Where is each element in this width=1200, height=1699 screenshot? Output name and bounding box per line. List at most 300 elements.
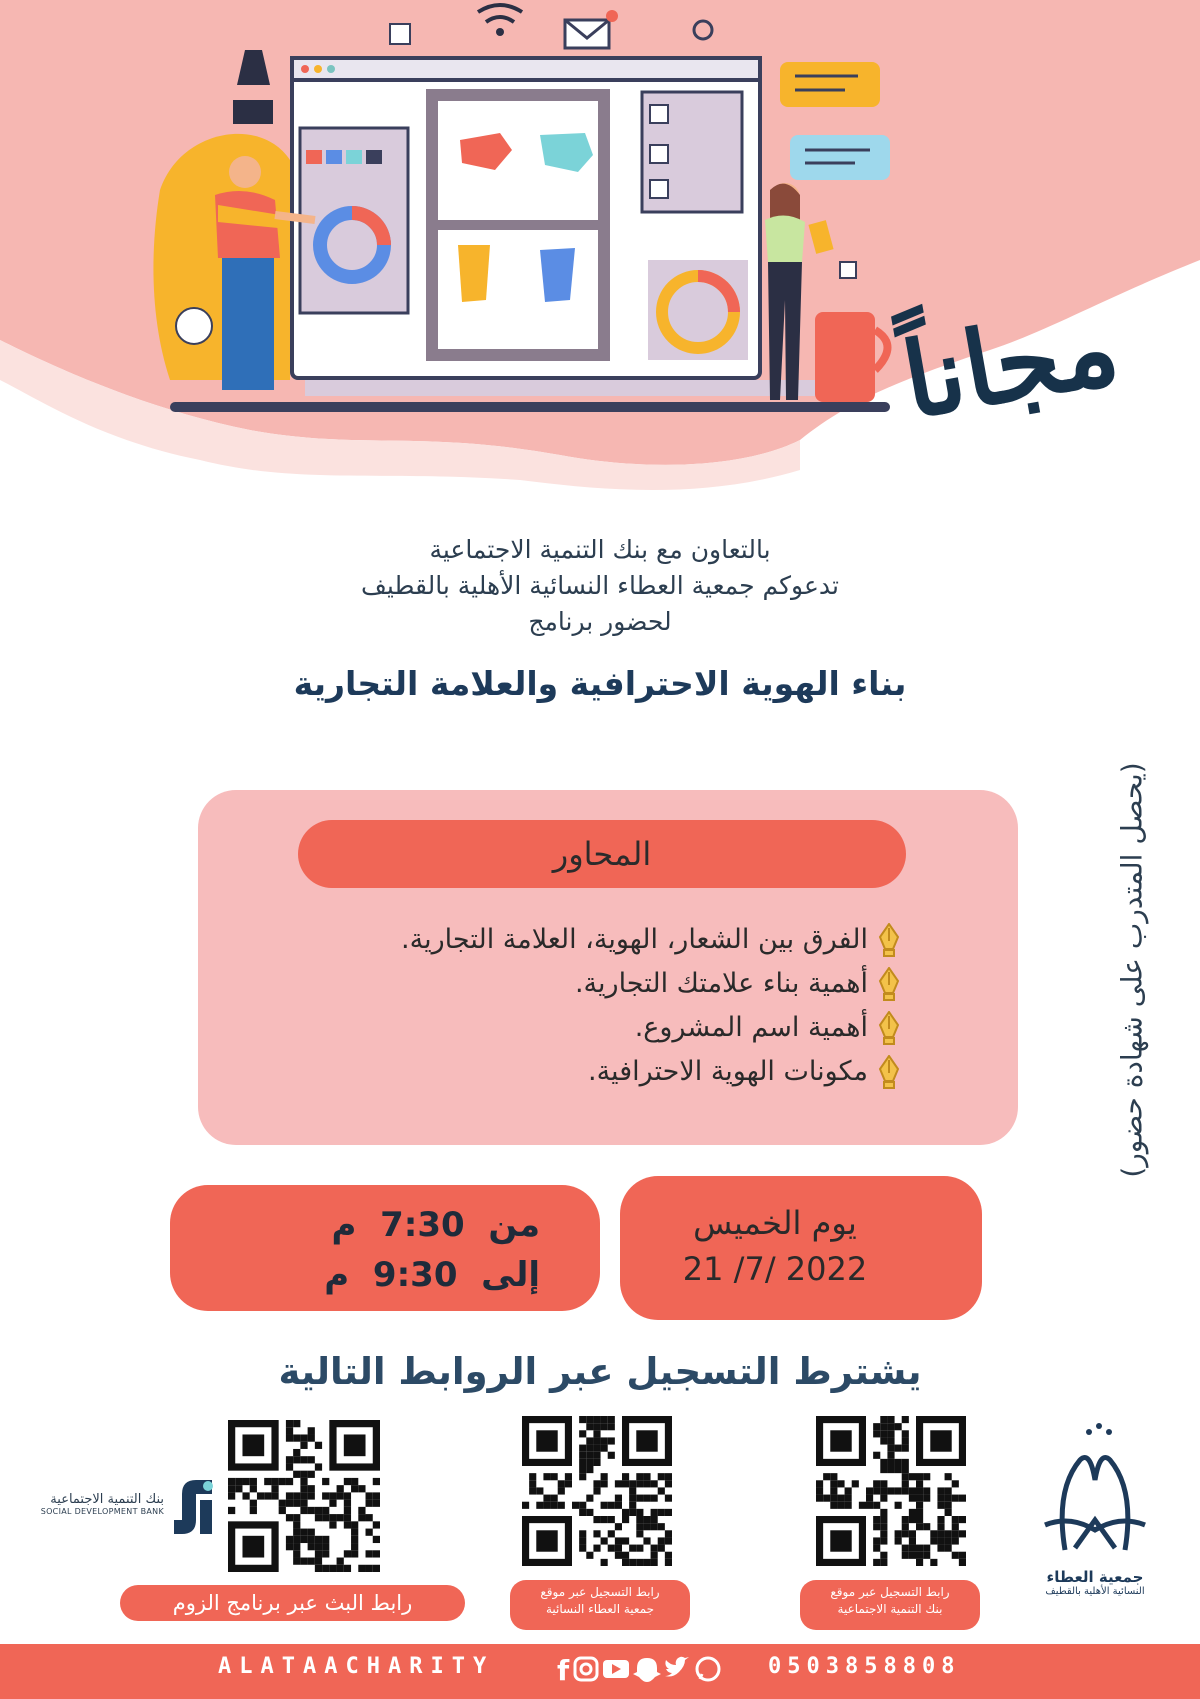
qr-module <box>286 1434 293 1441</box>
qr-module <box>643 1523 650 1530</box>
qr-module <box>945 1509 952 1516</box>
qr-module <box>344 1478 351 1485</box>
qr-module <box>923 1495 930 1502</box>
to-label: إلى <box>481 1255 540 1295</box>
qr-module <box>601 1480 608 1487</box>
qr-module <box>866 1502 873 1509</box>
qr-module <box>286 1492 293 1499</box>
qr-module <box>593 1416 600 1423</box>
qr-module <box>286 1514 293 1521</box>
qr-module <box>823 1473 830 1480</box>
qr-module <box>823 1495 830 1502</box>
qr-module <box>909 1537 916 1544</box>
qr-module <box>873 1559 880 1566</box>
qr-module <box>322 1550 329 1557</box>
qr-module <box>300 1471 307 1478</box>
qr-module <box>880 1523 887 1530</box>
qr-module <box>329 1514 336 1521</box>
qr-module <box>315 1543 322 1550</box>
certificate-note <box>1112 700 1152 1240</box>
qr-module <box>629 1487 636 1494</box>
qr-module <box>228 1492 235 1499</box>
pen-nib-icon <box>878 1055 900 1089</box>
qr-module <box>902 1552 909 1559</box>
qr-module <box>615 1480 622 1487</box>
qr-module <box>308 1558 315 1565</box>
sdb-link-line2: بنك التنمية الاجتماعية <box>837 1602 943 1616</box>
qr-module <box>945 1537 952 1544</box>
twitter-icon[interactable] <box>665 1657 689 1677</box>
qr-module <box>593 1437 600 1444</box>
qr-module <box>579 1530 586 1537</box>
phone-number[interactable]: 0503858808 <box>768 1654 961 1679</box>
qr-module <box>558 1502 565 1509</box>
qr-module <box>873 1423 880 1430</box>
qr-module <box>830 1495 837 1502</box>
qr-module <box>308 1485 315 1492</box>
qr-module <box>366 1492 373 1499</box>
qr-module <box>909 1552 916 1559</box>
qr-module <box>880 1466 887 1473</box>
sdb-logo-english: SOCIAL DEVELOPMENT BANK <box>40 1507 164 1516</box>
qr-module <box>529 1480 536 1487</box>
certificate-note-text: (يحصل المتدرب على شهادة حضور) <box>1115 762 1149 1178</box>
qr-module <box>300 1434 307 1441</box>
qr-module <box>579 1430 586 1437</box>
qr-module <box>586 1495 593 1502</box>
qr-module <box>308 1536 315 1543</box>
qr-module <box>665 1537 672 1544</box>
qr-module <box>373 1478 380 1485</box>
list-item <box>280 918 900 962</box>
qr-module <box>916 1495 923 1502</box>
qr-module <box>358 1507 365 1514</box>
qr-module <box>945 1473 952 1480</box>
qr-module <box>373 1565 380 1572</box>
qr-module <box>337 1485 344 1492</box>
qr-module <box>615 1502 622 1509</box>
qr-module <box>629 1509 636 1516</box>
qr-module <box>300 1478 307 1485</box>
qr-module <box>873 1430 880 1437</box>
qr-module <box>373 1492 380 1499</box>
qr-module <box>293 1471 300 1478</box>
qr-module <box>909 1509 916 1516</box>
qr-module <box>536 1502 543 1509</box>
qr-module <box>315 1550 322 1557</box>
sdb-link-line1: رابط التسجيل عبر موقع <box>830 1585 950 1599</box>
qr-module <box>622 1552 629 1559</box>
qr-module <box>937 1495 944 1502</box>
svg-text:مجاناً: مجاناً <box>893 284 1128 443</box>
qr-module <box>593 1530 600 1537</box>
list-item <box>280 1050 900 1094</box>
qr-module <box>895 1466 902 1473</box>
axes-header: المحاور <box>298 820 906 888</box>
qr-module <box>293 1543 300 1550</box>
qr-module <box>665 1509 672 1516</box>
qr-module <box>909 1495 916 1502</box>
qr-module <box>586 1445 593 1452</box>
qr-module <box>322 1478 329 1485</box>
qr-module <box>351 1543 358 1550</box>
qr-module <box>636 1559 643 1566</box>
qr-module <box>250 1485 257 1492</box>
qr-module <box>337 1492 344 1499</box>
snapchat-icon[interactable] <box>633 1658 661 1682</box>
qr-module <box>579 1445 586 1452</box>
qr-module <box>235 1478 242 1485</box>
qr-module <box>551 1502 558 1509</box>
time-from <box>300 1200 540 1250</box>
qr-module <box>916 1509 923 1516</box>
qr-module <box>608 1545 615 1552</box>
qr-module <box>593 1445 600 1452</box>
qr-module <box>923 1487 930 1494</box>
qr-module <box>551 1473 558 1480</box>
qr-module <box>952 1523 959 1530</box>
qr-module <box>593 1459 600 1466</box>
qr-module <box>880 1516 887 1523</box>
qr-module <box>866 1495 873 1502</box>
qr-module <box>923 1473 930 1480</box>
qr-module <box>830 1473 837 1480</box>
qr-module <box>551 1495 558 1502</box>
qr-module <box>593 1487 600 1494</box>
qr-module <box>615 1552 622 1559</box>
qr-module <box>228 1478 235 1485</box>
qr-module <box>601 1559 608 1566</box>
qr-module <box>286 1420 293 1427</box>
qr-module <box>279 1478 286 1485</box>
qr-module <box>586 1452 593 1459</box>
qr-module <box>880 1530 887 1537</box>
qr-module <box>565 1480 572 1487</box>
qr-module <box>586 1552 593 1559</box>
qr-module <box>235 1485 242 1492</box>
qr-module <box>866 1487 873 1494</box>
qr-module <box>880 1423 887 1430</box>
qr-module <box>873 1545 880 1552</box>
qr-module <box>593 1516 600 1523</box>
qr-module <box>300 1456 307 1463</box>
qr-module <box>344 1565 351 1572</box>
facebook-icon[interactable] <box>557 1654 570 1686</box>
qr-module <box>880 1459 887 1466</box>
qr-module <box>902 1459 909 1466</box>
qr-module <box>880 1495 887 1502</box>
qr-module <box>286 1478 293 1485</box>
qr-module <box>873 1502 880 1509</box>
qr-module <box>593 1423 600 1430</box>
qr-module <box>643 1473 650 1480</box>
qr-module <box>916 1545 923 1552</box>
qr-module <box>315 1565 322 1572</box>
qr-module <box>952 1530 959 1537</box>
qr-module <box>651 1480 658 1487</box>
qr-module <box>658 1473 665 1480</box>
qr-module <box>344 1500 351 1507</box>
qr-module <box>887 1459 894 1466</box>
qr-module <box>665 1552 672 1559</box>
qr-module <box>873 1516 880 1523</box>
qr-module <box>322 1565 329 1572</box>
qr-module <box>837 1495 844 1502</box>
zoom-link-label[interactable]: رابط البث عبر برنامج الزوم <box>120 1585 465 1621</box>
qr-module <box>593 1430 600 1437</box>
zoom-qr-code[interactable] <box>228 1420 380 1572</box>
qr-module <box>373 1500 380 1507</box>
whatsapp-icon[interactable] <box>697 1658 719 1680</box>
qr-module <box>344 1521 351 1528</box>
qr-module <box>937 1516 944 1523</box>
sdb-link-label[interactable] <box>800 1580 980 1630</box>
qr-module <box>601 1473 608 1480</box>
qr-module <box>887 1437 894 1444</box>
qr-module <box>651 1523 658 1530</box>
sdb-logo <box>20 1476 220 1546</box>
qr-module <box>579 1509 586 1516</box>
registration-title: يشترط التسجيل عبر الروابط التالية <box>278 1350 922 1393</box>
qr-module <box>930 1537 937 1544</box>
qr-module <box>586 1437 593 1444</box>
qr-module <box>909 1487 916 1494</box>
qr-module <box>880 1416 887 1423</box>
qr-module <box>271 1492 278 1499</box>
qr-module <box>293 1558 300 1565</box>
qr-module <box>351 1536 358 1543</box>
qr-module <box>916 1473 923 1480</box>
qr-module <box>902 1523 909 1530</box>
qr-module <box>945 1545 952 1552</box>
qr-module <box>286 1500 293 1507</box>
qr-module <box>601 1445 608 1452</box>
qr-module <box>636 1480 643 1487</box>
qr-module <box>250 1507 257 1514</box>
qr-module <box>373 1550 380 1557</box>
qr-module <box>293 1449 300 1456</box>
qr-module <box>315 1514 322 1521</box>
qr-module <box>859 1502 866 1509</box>
axes-list <box>280 918 900 1094</box>
qr-module <box>909 1516 916 1523</box>
qr-module <box>322 1543 329 1550</box>
qr-module <box>945 1495 952 1502</box>
qr-module <box>250 1500 257 1507</box>
to-time: 9:30 <box>372 1255 458 1295</box>
qr-module <box>308 1492 315 1499</box>
qr-module <box>830 1487 837 1494</box>
qr-module <box>651 1509 658 1516</box>
youtube-icon[interactable] <box>603 1660 629 1678</box>
time-range <box>300 1200 540 1300</box>
qr-module <box>643 1559 650 1566</box>
qr-module <box>622 1559 629 1566</box>
qr-module <box>909 1545 916 1552</box>
qr-module <box>873 1480 880 1487</box>
qr-module <box>873 1523 880 1530</box>
qr-module <box>895 1423 902 1430</box>
qr-module <box>837 1502 844 1509</box>
qr-module <box>622 1516 629 1523</box>
qr-module <box>952 1480 959 1487</box>
qr-module <box>909 1530 916 1537</box>
pen-nib-icon <box>878 923 900 957</box>
intro-line-3: لحضور برنامج <box>528 607 672 636</box>
qr-module <box>651 1516 658 1523</box>
qr-module <box>351 1485 358 1492</box>
time-to <box>300 1250 540 1300</box>
qr-module <box>293 1521 300 1528</box>
qr-module <box>579 1466 586 1473</box>
qr-module <box>308 1427 315 1434</box>
qr-module <box>608 1423 615 1430</box>
qr-module <box>601 1437 608 1444</box>
qr-module <box>608 1437 615 1444</box>
qr-module <box>529 1487 536 1494</box>
qr-module <box>651 1552 658 1559</box>
ataa-registration-qr-code[interactable] <box>522 1416 672 1566</box>
qr-module <box>572 1502 579 1509</box>
ataa-logo-line2: النسائية الأهلية بالقطيف <box>1045 1586 1145 1597</box>
qr-module <box>293 1492 300 1499</box>
qr-module <box>945 1487 952 1494</box>
qr-module <box>937 1545 944 1552</box>
pen-nib-icon <box>878 967 900 1001</box>
qr-module <box>271 1485 278 1492</box>
qr-module <box>579 1459 586 1466</box>
qr-module <box>615 1545 622 1552</box>
qr-module <box>586 1459 593 1466</box>
qr-module <box>322 1514 329 1521</box>
qr-module <box>887 1452 894 1459</box>
qr-module <box>916 1552 923 1559</box>
qr-module <box>366 1514 373 1521</box>
qr-module <box>880 1552 887 1559</box>
qr-module <box>293 1536 300 1543</box>
qr-module <box>665 1559 672 1566</box>
qr-module <box>586 1509 593 1516</box>
qr-module <box>279 1507 286 1514</box>
qr-module <box>895 1537 902 1544</box>
qr-module <box>916 1480 923 1487</box>
qr-module <box>286 1463 293 1470</box>
qr-module <box>909 1473 916 1480</box>
qr-module <box>880 1509 887 1516</box>
qr-module <box>315 1442 322 1449</box>
qr-module <box>873 1537 880 1544</box>
qr-module <box>358 1565 365 1572</box>
ataa-logo <box>1020 1420 1170 1620</box>
qr-module <box>300 1485 307 1492</box>
qr-module <box>344 1507 351 1514</box>
ataa-logo-mark-icon <box>1035 1420 1155 1560</box>
ataa-link-label[interactable] <box>510 1580 690 1630</box>
qr-module <box>651 1559 658 1566</box>
qr-module <box>601 1502 608 1509</box>
ataa-link-line1: رابط التسجيل عبر موقع <box>540 1585 660 1599</box>
qr-module <box>286 1536 293 1543</box>
qr-module <box>322 1492 329 1499</box>
qr-module <box>293 1456 300 1463</box>
qr-module <box>373 1521 380 1528</box>
qr-module <box>873 1452 880 1459</box>
qr-module <box>923 1523 930 1530</box>
qr-module <box>959 1495 966 1502</box>
qr-module <box>329 1521 336 1528</box>
from-unit: م <box>331 1205 357 1245</box>
qr-module <box>286 1543 293 1550</box>
date-info <box>650 1200 900 1292</box>
qr-module <box>658 1523 665 1530</box>
qr-module <box>586 1416 593 1423</box>
qr-module <box>351 1478 358 1485</box>
qr-module <box>837 1480 844 1487</box>
intro-line-1: بالتعاون مع بنك التنمية الاجتماعية <box>429 535 771 564</box>
qr-module <box>558 1480 565 1487</box>
qr-module <box>902 1437 909 1444</box>
qr-module <box>887 1445 894 1452</box>
qr-module <box>959 1559 966 1566</box>
qr-module <box>293 1550 300 1557</box>
qr-module <box>902 1487 909 1494</box>
qr-module <box>286 1456 293 1463</box>
qr-module <box>529 1473 536 1480</box>
qr-module <box>329 1565 336 1572</box>
qr-module <box>622 1537 629 1544</box>
from-label: من <box>488 1205 540 1245</box>
sdb-logo-mark-icon <box>170 1476 220 1538</box>
qr-module <box>923 1545 930 1552</box>
qr-module <box>937 1502 944 1509</box>
qr-module <box>608 1530 615 1537</box>
qr-module <box>895 1487 902 1494</box>
qr-module <box>351 1521 358 1528</box>
qr-module <box>558 1487 565 1494</box>
qr-module <box>937 1530 944 1537</box>
social-handle[interactable]: ALATAACHARITY <box>218 1654 495 1679</box>
qr-module <box>665 1495 672 1502</box>
qr-module <box>344 1514 351 1521</box>
qr-module <box>902 1445 909 1452</box>
qr-module <box>300 1529 307 1536</box>
qr-module <box>923 1552 930 1559</box>
qr-module <box>315 1536 322 1543</box>
qr-module <box>816 1487 823 1494</box>
qr-module <box>658 1537 665 1544</box>
qr-module <box>373 1536 380 1543</box>
qr-module <box>952 1537 959 1544</box>
qr-module <box>366 1550 373 1557</box>
qr-module <box>358 1485 365 1492</box>
qr-module <box>586 1466 593 1473</box>
sdb-registration-qr-code[interactable] <box>816 1416 966 1566</box>
qr-module <box>300 1536 307 1543</box>
pen-nib-icon <box>878 1011 900 1045</box>
qr-module <box>665 1530 672 1537</box>
qr-module <box>315 1507 322 1514</box>
qr-module <box>608 1416 615 1423</box>
qr-module <box>615 1537 622 1544</box>
qr-module <box>629 1545 636 1552</box>
qr-module <box>643 1537 650 1544</box>
qr-module <box>601 1423 608 1430</box>
qr-module <box>643 1516 650 1523</box>
instagram-icon[interactable] <box>575 1658 597 1680</box>
intro-text <box>200 532 1000 640</box>
qr-module <box>344 1492 351 1499</box>
ataa-logo-line1: جمعية العطاء <box>1046 1568 1144 1586</box>
